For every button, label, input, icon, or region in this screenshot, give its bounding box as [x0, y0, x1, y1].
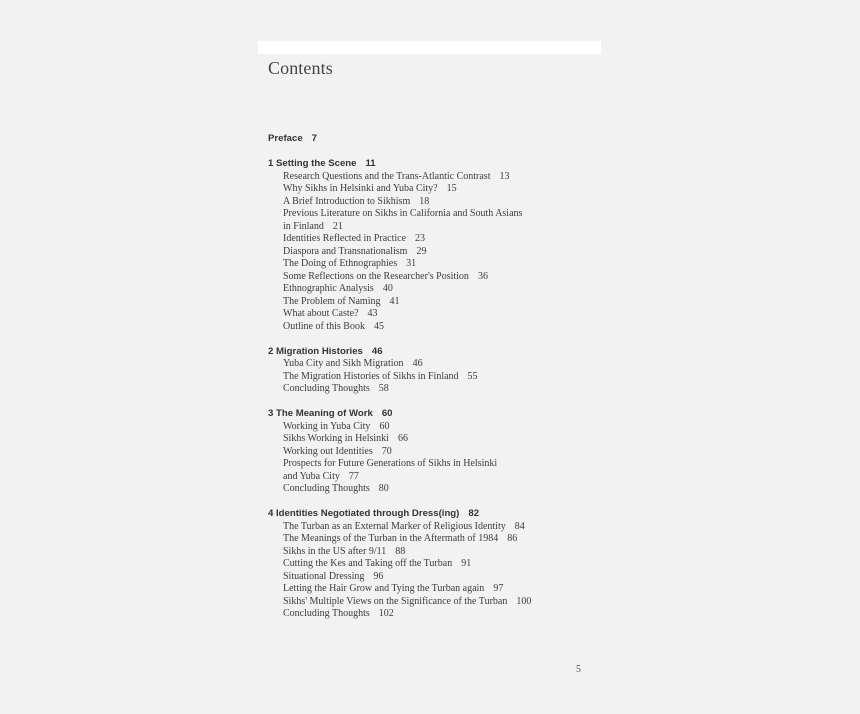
toc-entry-page: 45 [373, 320, 384, 332]
toc-entry-page: 18 [419, 195, 430, 207]
toc-section-entry [268, 471, 568, 484]
toc-entry-title: Situational Dressing [283, 570, 365, 582]
toc-entry-page: 36 [477, 270, 488, 282]
toc-entry-title: in Finland [283, 220, 324, 232]
toc-entry-title: What about Caste? [283, 308, 359, 319]
toc-entry-page: 7 [311, 133, 318, 144]
toc-entry-page: 31 [406, 258, 417, 269]
toc-section-entry [268, 583, 568, 596]
toc-entry-page: 13 [499, 170, 510, 182]
toc-entry-title: Concluding Thoughts [283, 483, 370, 494]
toc-entry-title: Ethnographic Analysis [283, 283, 374, 294]
toc-section-entry [268, 196, 568, 209]
toc-entry-title: 2 Migration Histories [268, 345, 363, 357]
toc-entry-page: 102 [378, 608, 394, 619]
page-title: Contents [268, 58, 333, 78]
toc-chapter-entry [268, 133, 568, 146]
toc-entry-title: 3 The Meaning of Work [268, 408, 373, 419]
toc-section-entry [268, 271, 568, 284]
toc-entry-title: Research Questions and the Trans-Atlantic Contrast [283, 170, 491, 182]
toc-section-entry [268, 358, 568, 371]
toc-section-entry [268, 233, 568, 246]
toc-entry-page: 91 [461, 558, 472, 569]
toc-entry-title: Previous Literature on Sikhs in California and South Asians [283, 208, 523, 219]
toc-entry-page: 88 [395, 545, 406, 557]
toc-entry-title: Identities Reflected in Practice [283, 233, 407, 244]
toc-section-entry [268, 596, 568, 609]
toc-section-entry [268, 371, 568, 384]
toc-section-entry [268, 183, 568, 196]
toc-entry-page: 55 [467, 370, 478, 382]
toc-section-entry [268, 421, 568, 434]
toc-section-entry [268, 533, 568, 546]
toc-entry-title: 1 Setting the Scene [268, 158, 357, 169]
toc-section-entry [268, 558, 568, 571]
toc-section-entry [268, 483, 568, 496]
toc-chapter-entry [268, 346, 568, 359]
toc-entry-title: The Meanings of the Turban in the Aftermath of 1984 [283, 533, 499, 544]
toc-entry-page: 11 [365, 158, 376, 169]
toc-entry-title: Diaspora and Transnationalism [283, 245, 408, 257]
toc-entry-page: 15 [446, 183, 457, 194]
toc-section-entry [268, 208, 568, 221]
toc-entry-title: A Brief Introduction to Sikhism [283, 195, 411, 207]
toc-entry-page: 80 [378, 483, 389, 494]
toc-section-entry [268, 246, 568, 259]
toc-entry-title: Sikhs in the US after 9/11 [283, 545, 387, 557]
toc-chapter-entry [268, 158, 568, 171]
toc-entry-page: 96 [373, 570, 384, 582]
toc-entry-title: Yuba City and Sikh Migration [283, 358, 404, 369]
toc-entry-title: The Doing of Ethnographies [283, 258, 398, 269]
toc-entry-page: 86 [507, 533, 518, 544]
toc-entry-title: Some Reflections on the Researcher's Position [283, 270, 469, 282]
toc-entry-title: Concluding Thoughts [283, 608, 370, 619]
toc-section-entry [268, 283, 568, 296]
toc-entry-title: Working out Identities [283, 445, 373, 457]
toc-entry-title: The Turban as an External Marker of Religious Identity [283, 520, 506, 532]
toc-spacer [268, 396, 568, 409]
toc-section-entry [268, 458, 568, 471]
toc-entry-title: The Problem of Naming [283, 295, 381, 307]
toc-entry-title: Cutting the Kes and Taking off the Turban [283, 558, 453, 569]
toc-entry-title: Preface [268, 133, 303, 144]
toc-entry-title: 4 Identities Negotiated through Dress(ing) [268, 508, 460, 519]
toc-entry-title: Working in Yuba City [283, 420, 371, 432]
toc-section-entry [268, 571, 568, 584]
toc-section-entry [268, 296, 568, 309]
toc-entry-page: 60 [381, 408, 393, 419]
toc-entry-page: 84 [514, 520, 525, 532]
page-number: 5 [576, 664, 581, 675]
toc-spacer [268, 146, 568, 159]
toc-section-entry [268, 433, 568, 446]
toc-section-entry [268, 171, 568, 184]
toc-entry-page: 21 [332, 220, 343, 232]
toc-entry-title: Sikhs Working in Helsinki [283, 433, 389, 444]
toc-section-entry [268, 521, 568, 534]
toc-entry-page: 100 [516, 595, 532, 607]
toc-spacer [268, 496, 568, 509]
toc-section-entry [268, 308, 568, 321]
toc-entry-title: Why Sikhs in Helsinki and Yuba City? [283, 183, 438, 194]
toc-entry-title: Concluding Thoughts [283, 383, 370, 394]
toc-entry-page: 41 [389, 295, 400, 307]
toc-entry-page: 58 [378, 383, 389, 394]
toc-entry-page: 43 [367, 308, 378, 319]
toc-chapter-entry [268, 508, 568, 521]
toc-section-entry [268, 383, 568, 396]
toc-chapter-entry [268, 408, 568, 421]
page-top-edge [258, 41, 601, 54]
toc-spacer [268, 333, 568, 346]
toc-section-entry [268, 608, 568, 621]
toc-entry-page: 46 [371, 345, 383, 357]
toc-entry-page: 97 [493, 583, 504, 594]
toc-entry-title: Letting the Hair Grow and Tying the Turban again [283, 583, 485, 594]
toc-entry-title: Sikhs' Multiple Views on the Significance of the Turban [283, 595, 508, 607]
toc-section-entry [268, 258, 568, 271]
toc-section-entry [268, 546, 568, 559]
toc-entry-page: 77 [348, 470, 359, 482]
toc-entry-title: Prospects for Future Generations of Sikhs in Helsinki [283, 458, 498, 469]
toc-entry-page: 23 [415, 233, 426, 244]
toc-entry-page: 82 [468, 508, 480, 519]
toc-entry-page: 70 [381, 445, 392, 457]
table-of-contents [268, 133, 568, 621]
toc-section-entry [268, 446, 568, 459]
toc-entry-title: Outline of this Book [283, 320, 365, 332]
toc-entry-title: and Yuba City [283, 470, 340, 482]
toc-section-entry [268, 321, 568, 334]
toc-entry-page: 66 [397, 433, 408, 444]
toc-entry-page: 46 [412, 358, 423, 369]
toc-entry-title: The Migration Histories of Sikhs in Finland [283, 370, 459, 382]
toc-section-entry [268, 221, 568, 234]
toc-entry-page: 29 [416, 245, 427, 257]
toc-entry-page: 40 [382, 283, 393, 294]
toc-entry-page: 60 [379, 420, 390, 432]
